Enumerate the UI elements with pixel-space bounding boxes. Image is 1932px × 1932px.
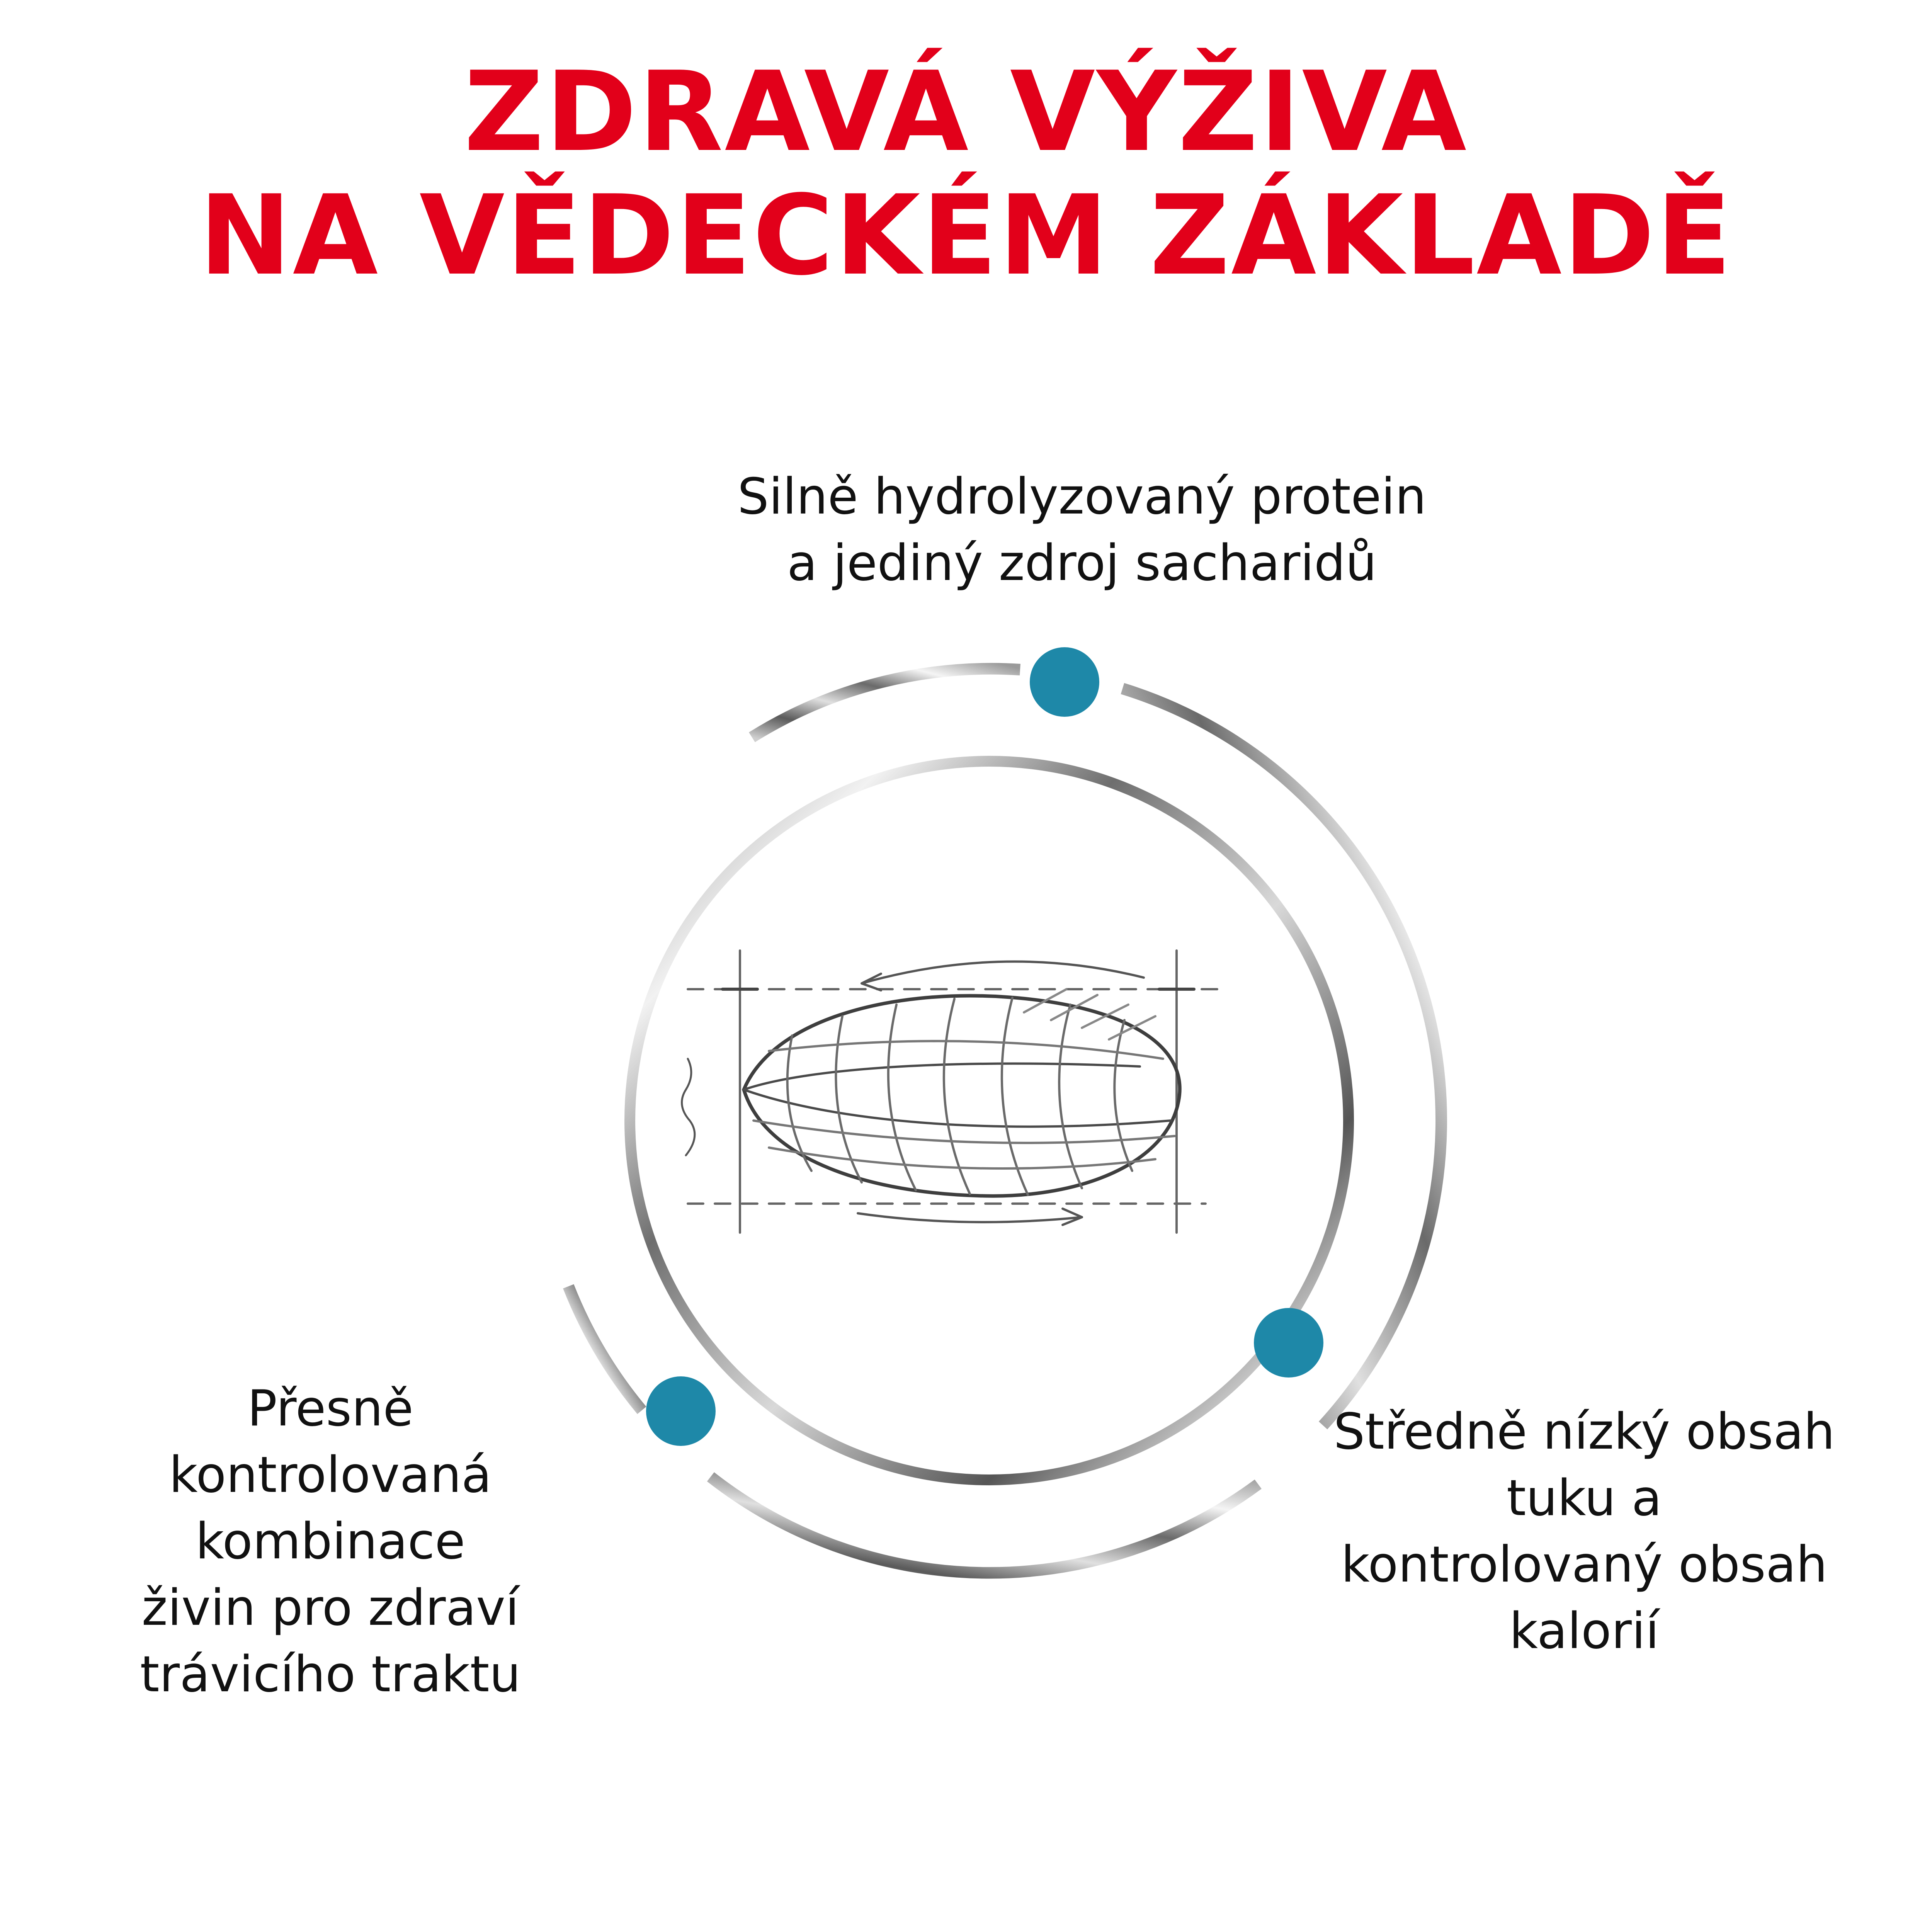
benefit-line: kalorií (1509, 1602, 1659, 1660)
inner-ring (630, 761, 1349, 1480)
benefit-line: Přesně (247, 1380, 414, 1437)
benefit-line: a jediný zdroj sacharidů (787, 534, 1377, 592)
benefit-label-fat (1275, 1399, 1893, 1665)
benefit-line: trávicího traktu (140, 1646, 521, 1703)
benefit-line: živin pro zdraví (141, 1579, 519, 1637)
title-line-2: NA VĚDECKÉM ZÁKLADĚ (199, 172, 1733, 300)
benefit-line: kontrolovaná (169, 1446, 492, 1504)
benefit-line: kontrolovaný obsah (1341, 1536, 1828, 1594)
benefit-label-nutrients (70, 1376, 591, 1708)
benefit-dot-right (1254, 1308, 1323, 1378)
benefit-label-protein (580, 464, 1584, 597)
benefit-dot-top (1030, 647, 1099, 717)
title-line-1: ZDRAVÁ VÝŽIVA (464, 48, 1468, 176)
benefit-line: Středně nízký obsah (1333, 1403, 1835, 1461)
benefit-line: tuku a (1507, 1469, 1662, 1527)
benefit-line: Silně hydrolyzovaný protein (737, 468, 1427, 526)
outer-arc-bottom (711, 1477, 1258, 1573)
benefit-dot-left (646, 1376, 716, 1446)
kibble-sketch (682, 951, 1229, 1233)
outer-arc-top-left (752, 669, 1020, 737)
benefit-line: kombinace (195, 1513, 466, 1570)
